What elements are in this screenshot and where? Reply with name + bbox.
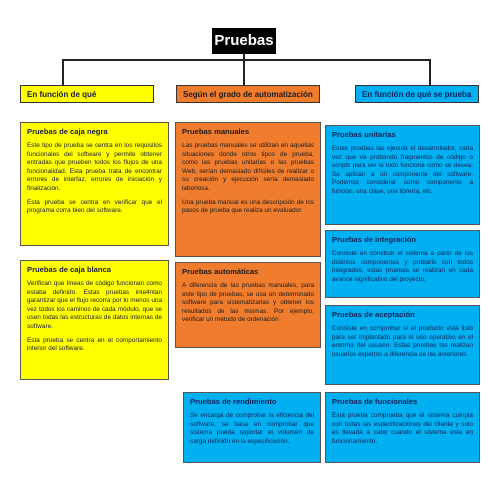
card-title: Pruebas de caja negra bbox=[27, 127, 108, 136]
card-text: Esta prueba comprueba que el sistema cumpla con todas las especificaciones del cliente y solo es llevada a cabo cuando el sistema este en funcionamiento. bbox=[332, 412, 473, 445]
card-text: Una prueba manual es una descripción de los pasos de prueba que realiza un evaluador. bbox=[182, 198, 314, 215]
card-text: Esta prueba se centra en el comportamiento interior del software. bbox=[27, 336, 162, 353]
card-aceptacion bbox=[325, 305, 480, 385]
category-en-funcion-de-que-se-prueba: En función de qué se prueba bbox=[355, 85, 479, 103]
card-text: Se encarga de comprobar la eficiencia del software, se basa en comprobar que sistema pueda soportar el volumen de carga definido en la especificación. bbox=[190, 412, 314, 445]
category-grado-automatizacion: Según el grado de automatización bbox=[176, 85, 320, 103]
connector-right bbox=[429, 59, 431, 85]
card-title: Pruebas unitarias bbox=[332, 130, 396, 139]
card-text: Este tipo de prueba se centra en los requisitos funcionales del software y permite obtener entradas que prueben todos los flujos de una funcionalidad. Esta prueba trata de encontrar errores de interfaz, errores de iniciación y finalización. bbox=[27, 142, 162, 192]
card-title: Pruebas de funcionales bbox=[332, 397, 418, 406]
card-title: Pruebas de rendimiento bbox=[190, 397, 277, 406]
card-text: Consiste en construir el sistema a partir de los distintos componentes y probarlo con todos integrados, estas pruebas se realizan en cada avance significativo del proyecto. bbox=[332, 250, 473, 283]
card-title: Pruebas de integración bbox=[332, 235, 416, 244]
card-text: Consiste en comprobar si el producto está listo para ser implantado para el uso operativo en el entorno del usuario. Estas pruebas las realizan usuarios expertos a diferencia de las anteriores. bbox=[332, 325, 473, 358]
connector-middle bbox=[243, 59, 245, 85]
card-text: Las pruebas manuales se utilizan en aquellas situaciones donde otros tipos de prueba, como las pruebas unitarias o las pruebas Web, serían demasiado difíciles de realizar o su creación y ejecución sería demasiado laboriosa. bbox=[182, 142, 314, 192]
card-manuales bbox=[175, 122, 321, 257]
card-title: Pruebas de aceptación bbox=[332, 310, 415, 319]
card-title: Pruebas de caja blanca bbox=[27, 265, 111, 274]
card-caja-blanca bbox=[20, 260, 169, 380]
card-title: Pruebas manuales bbox=[182, 127, 250, 136]
card-automaticas bbox=[175, 262, 321, 348]
card-rendimiento bbox=[183, 392, 321, 463]
card-text: A diferencia de las pruebas manuales, para este tipo de pruebas, se usa un determinado software para sistematizarlas y obtener los resultados de las mismas. Por ejemplo, verificar un método de ordenación bbox=[182, 282, 314, 324]
card-integracion bbox=[325, 230, 480, 298]
card-funcionales bbox=[325, 392, 480, 463]
root-node: Pruebas bbox=[212, 28, 276, 54]
card-text: Verifican que líneas de código funcionan como estaba definido. Estas pruebas inte4ntan garantizar que el flujo recorra por lo menos una vez todos los caminos de cada módulo, que se usen todas las estructuras de datos internas de software. bbox=[27, 280, 162, 330]
connector-left bbox=[62, 59, 64, 85]
card-unitarias bbox=[325, 125, 480, 225]
card-title: Pruebas automáticas bbox=[182, 267, 259, 276]
card-caja-negra bbox=[20, 122, 169, 246]
category-en-funcion-de-que: En función de qué bbox=[20, 85, 154, 103]
card-text: Esta prueba se centra en verificar que el programa corra bien del software. bbox=[27, 198, 162, 215]
connector-horizontal bbox=[62, 59, 430, 61]
card-text: Estas pruebas las ejecuta el desarrollador, cada vez que va probando fragmentos de código o scripts para ver si todo funciona como se desea. Se aplican a un componente del software. Podemos considerar como componente a función, una clase, una librería, etc. bbox=[332, 145, 473, 195]
